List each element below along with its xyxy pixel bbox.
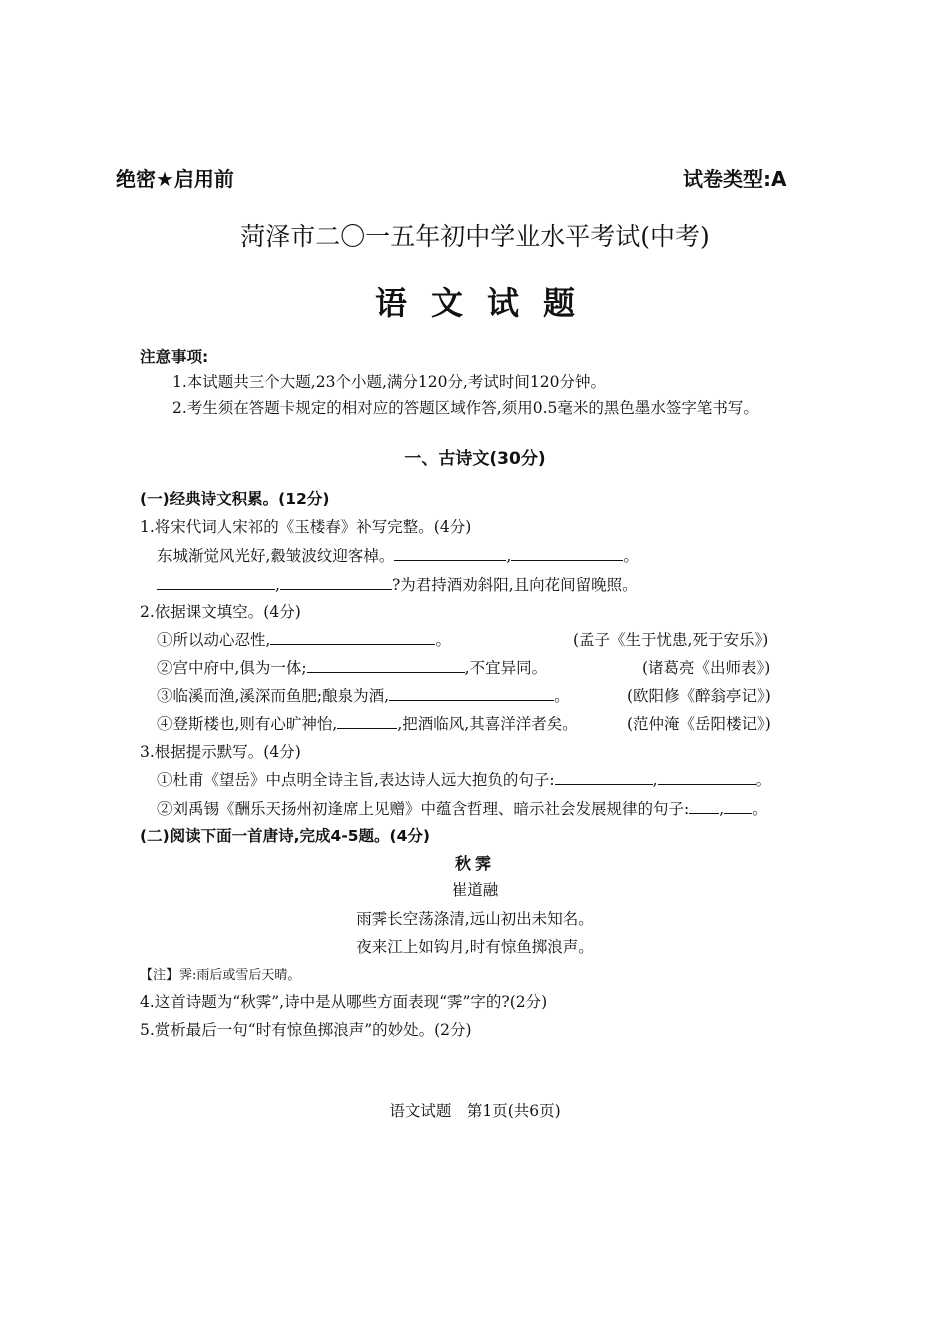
page-footer: 语文试题 第1页(共6页) xyxy=(389,1102,561,1120)
question-4: 4.这首诗题为“秋霁”,诗中是从哪些方面表现“霁”字的?(2分) xyxy=(140,993,548,1011)
confidential-label: 绝密★启用前 xyxy=(116,167,234,191)
answer-blank[interactable] xyxy=(270,630,435,645)
item-text: ①所以动心忍性, xyxy=(157,631,271,649)
question-1-stem: 1.将宋代词人宋祁的《玉楼春》补写完整。(4分) xyxy=(140,518,472,536)
answer-blank[interactable] xyxy=(157,575,275,590)
answer-blank[interactable] xyxy=(280,575,392,590)
notice-heading: 注意事项: xyxy=(140,348,209,366)
question-2-item xyxy=(157,656,547,678)
answer-blank[interactable] xyxy=(307,658,465,673)
item-text: ②宫中府中,俱为一体; xyxy=(157,659,307,677)
punctuation: 。 xyxy=(752,800,768,818)
poem-note: 【注】霁:雨后或雪后天晴。 xyxy=(140,968,301,983)
source-citation: (孟子《生于忧患,死于安乐》) xyxy=(573,631,769,649)
item-text: ③临溪而渔,溪深而鱼肥;酿泉为酒, xyxy=(157,687,390,705)
subject-title: 语文试题 xyxy=(374,284,599,322)
poem-text: ?为君持酒劝斜阳,且向花间留晚照。 xyxy=(391,576,638,594)
exam-title: 菏泽市二〇一五年初中学业水平考试(中考) xyxy=(240,222,710,251)
part-heading: (二)阅读下面一首唐诗,完成4-5题。(4分) xyxy=(140,827,431,845)
punctuation: , xyxy=(719,800,725,818)
answer-blank[interactable] xyxy=(511,546,623,561)
question-3-item-2 xyxy=(157,797,768,819)
question-3-item-1 xyxy=(157,768,771,790)
punctuation: 。 xyxy=(623,547,639,565)
poem-line: 夜来江上如钩月,时有惊鱼掷浪声。 xyxy=(356,938,594,956)
item-text: ④登斯楼也,则有心旷神怡, xyxy=(157,715,338,733)
part-heading: (一)经典诗文积累。(12分) xyxy=(140,490,330,508)
answer-blank[interactable] xyxy=(724,799,752,814)
poem-line: 雨霁长空荡涤清,远山初出未知名。 xyxy=(356,910,594,928)
item-text: 。 xyxy=(435,631,451,649)
answer-blank[interactable] xyxy=(394,546,506,561)
answer-blank[interactable] xyxy=(389,686,554,701)
notice-item: 1.本试题共三个大题,23个小题,满分120分,考试时间120分钟。 xyxy=(172,373,606,391)
question-2-stem: 2.依据课文填空。(4分) xyxy=(140,603,301,621)
poem-text: 东城渐觉风光好,縠皱波纹迎客棹。 xyxy=(157,547,395,565)
punctuation: , xyxy=(506,547,512,565)
item-text: 。 xyxy=(554,687,570,705)
punctuation: , xyxy=(275,576,280,594)
question-2-item xyxy=(157,628,451,650)
item-text: ,把酒临风,其喜洋洋者矣。 xyxy=(397,715,578,733)
poem-author: 崔道融 xyxy=(451,881,499,899)
section-title: 一、古诗文(30分) xyxy=(404,449,546,469)
answer-blank[interactable] xyxy=(555,770,653,785)
source-citation: (范仲淹《岳阳楼记》) xyxy=(627,715,771,733)
source-citation: (欧阳修《醉翁亭记》) xyxy=(627,687,771,705)
question-1-line-2 xyxy=(157,573,638,595)
question-5: 5.赏析最后一句“时有惊鱼掷浪声”的妙处。(2分) xyxy=(140,1021,472,1039)
poem-title: 秋霁 xyxy=(454,854,495,873)
item-text: ①杜甫《望岳》中点明全诗主旨,表达诗人远大抱负的句子: xyxy=(157,771,555,789)
source-citation: (诸葛亮《出师表》) xyxy=(642,659,771,677)
punctuation: , xyxy=(652,771,658,789)
punctuation: 。 xyxy=(755,771,772,789)
item-text: ②刘禹锡《酬乐天扬州初逢席上见赠》中蕴含哲理、暗示社会发展规律的句子: xyxy=(157,800,690,818)
item-text: ,不宜异同。 xyxy=(464,659,548,677)
notice-item: 2.考生须在答题卡规定的相对应的答题区域作答,须用0.5毫米的黑色墨水签字笔书写。 xyxy=(172,399,759,417)
question-1-line-1 xyxy=(157,544,639,566)
question-3-stem: 3.根据提示默写。(4分) xyxy=(140,743,301,761)
answer-blank[interactable] xyxy=(689,799,719,814)
question-2-item xyxy=(157,684,570,706)
answer-blank[interactable] xyxy=(337,714,397,729)
paper-type-label: 试卷类型:A xyxy=(683,167,787,191)
question-2-item xyxy=(157,712,578,734)
answer-blank[interactable] xyxy=(658,770,756,785)
